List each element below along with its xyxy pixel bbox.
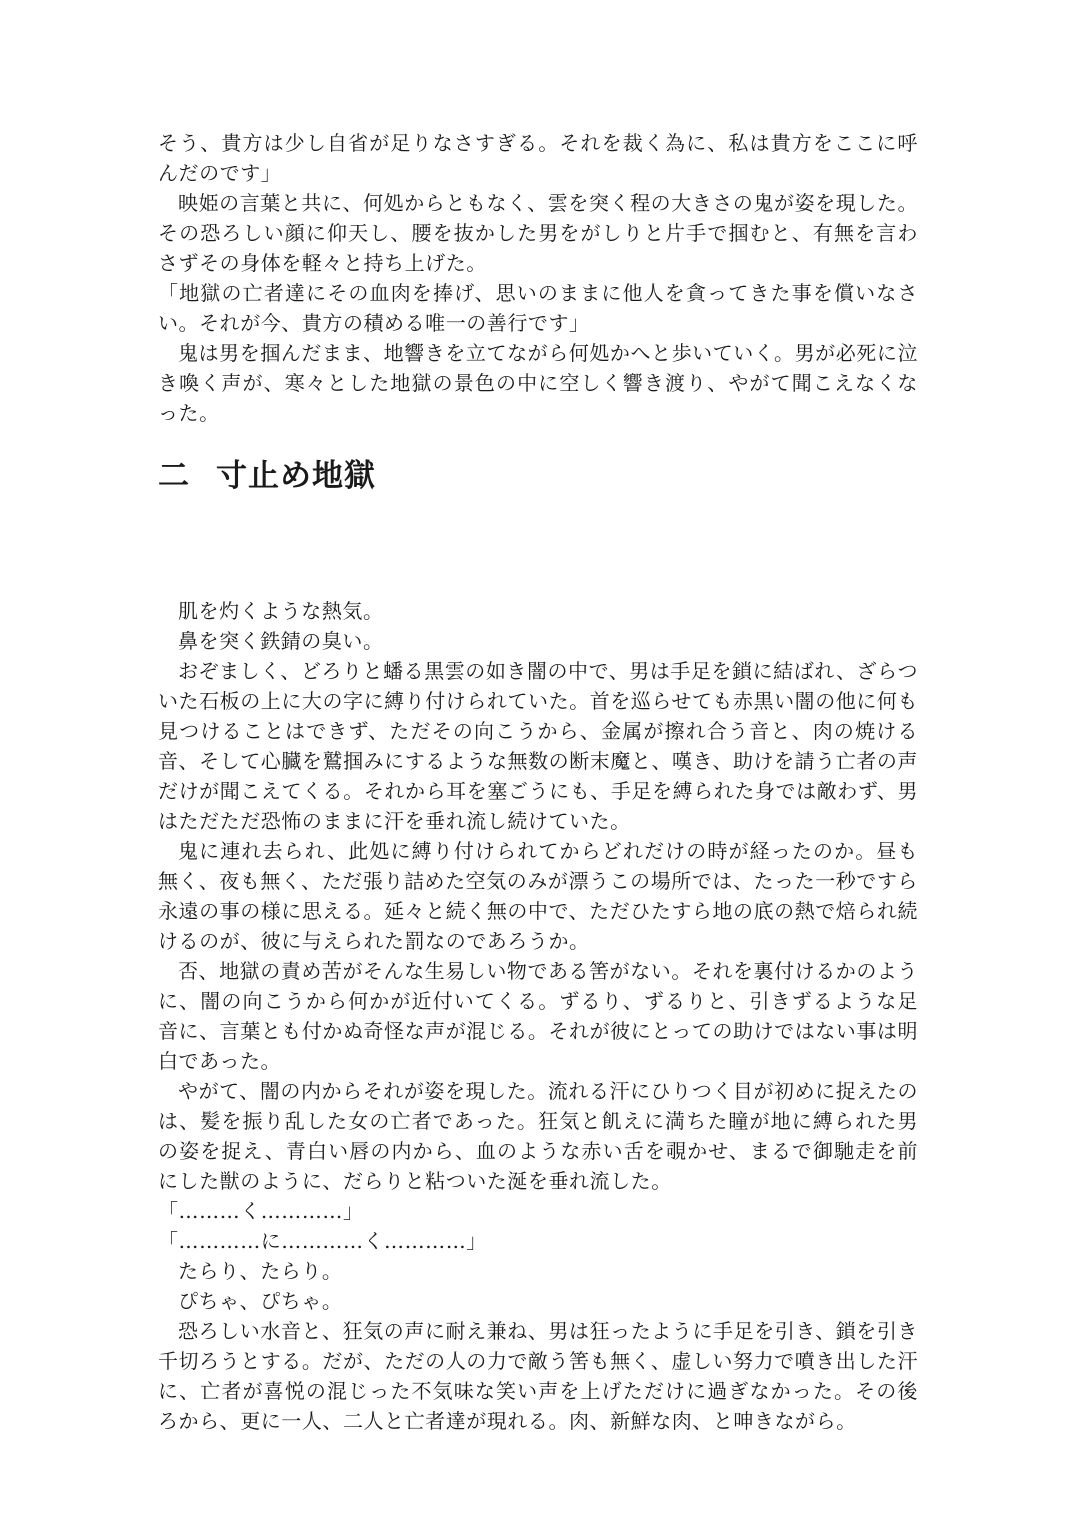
chapter-number: 二 <box>158 458 190 494</box>
chapter-title: 寸止め地獄 <box>216 458 376 494</box>
paragraph: 映姫の言葉と共に、何処からともなく、雲を突く程の大きさの鬼が姿を現した。その恐ろしい顔に仰天し、腰を抜かした男をがしりと片手で掴むと、有無を言わさずその身体を軽々と持ち上げた。 <box>158 191 918 275</box>
paragraph: 鼻を突く鉄錆の臭い。 <box>178 629 384 653</box>
paragraph: おぞましく、どろりと蟠る黒雲の如き闇の中で、男は手足を鎖に結ばれ、ざらついた石板の上に大の字に縛り付けられていた。首を巡らせても赤黒い闇の他に何も見つけることはできず、ただその向こうから、金属が擦れ合う音と、肉の焼ける音、そして心臓を鷲掴みにするような無数の断末魔と、嘆き、助けを請う亡者の声だけが聞こえてくる。それから耳を塞ごうにも、手足を縛られた身では敵わず、男はただただ恐怖のままに汗を垂れ流し続けていた。 <box>158 659 918 833</box>
chapter-heading <box>158 456 918 516</box>
paragraph: たらり、たらり。 <box>178 1259 343 1283</box>
dialogue-line: 「…………に…………く…………」 <box>158 1229 487 1253</box>
paragraph: やがて、闇の内からそれが姿を現した。流れる汗にひりつく目が初めに捉えたのは、髪を振り乱した女の亡者であった。狂気と飢えに満ちた瞳が地に縛られた男の姿を捉え、青白い唇の内から、血のような赤い舌を覗かせ、まるで御馳走を前にした獣のように、だらりと粘ついた涎を垂れ流した。 <box>158 1079 918 1193</box>
document-page <box>158 128 918 1436</box>
paragraph: そう、貴方は少し自省が足りなさすぎる。それを裁く為に、私は貴方をここに呼んだのです」 <box>158 131 918 185</box>
paragraph: ぴちゃ、ぴちゃ。 <box>178 1289 343 1313</box>
paragraph: 否、地獄の責め苦がそんな生易しい物である筈がない。それを裏付けるかのように、闇の向こうから何かが近付いてくる。ずるり、ずるりと、引きずるような足音に、言葉とも付かぬ奇怪な声が混じる。それが彼にとっての助けではない事は明白であった。 <box>158 959 918 1073</box>
paragraph: 「地獄の亡者達にその血肉を捧げ、思いのままに他人を貪ってきた事を償いなさい。それが今、貴方の積める唯一の善行です」 <box>158 281 918 335</box>
paragraph: 鬼に連れ去られ、此処に縛り付けられてからどれだけの時が経ったのか。昼も無く、夜も無く、ただ張り詰めた空気のみが漂うこの場所では、たった一秒ですら永遠の事の様に思える。延々と続く無の中で、ただひたすら地の底の熱で焙られ続けるのが、彼に与えられた罰なのであろうか。 <box>158 839 918 953</box>
paragraph: 恐ろしい水音と、狂気の声に耐え兼ね、男は狂ったように手足を引き、鎖を引き千切ろうとする。だが、ただの人の力で敵う筈も無く、虚しい努力で噴き出した汗に、亡者が喜悦の混じった不気味な笑い声を上げただけに過ぎなかった。その後ろから、更に一人、二人と亡者達が現れる。肉、新鮮な肉、と呻きながら。 <box>158 1319 918 1433</box>
section-1-body <box>158 128 918 428</box>
paragraph: 肌を灼くような熱気。 <box>178 599 384 623</box>
section-2-body <box>158 596 918 1436</box>
dialogue-line: 「………く…………」 <box>158 1199 364 1223</box>
paragraph: 鬼は男を掴んだまま、地響きを立てながら何処かへと歩いていく。男が必死に泣き喚く声が、寒々とした地獄の景色の中に空しく響き渡り、やがて聞こえなくなった。 <box>158 341 918 425</box>
